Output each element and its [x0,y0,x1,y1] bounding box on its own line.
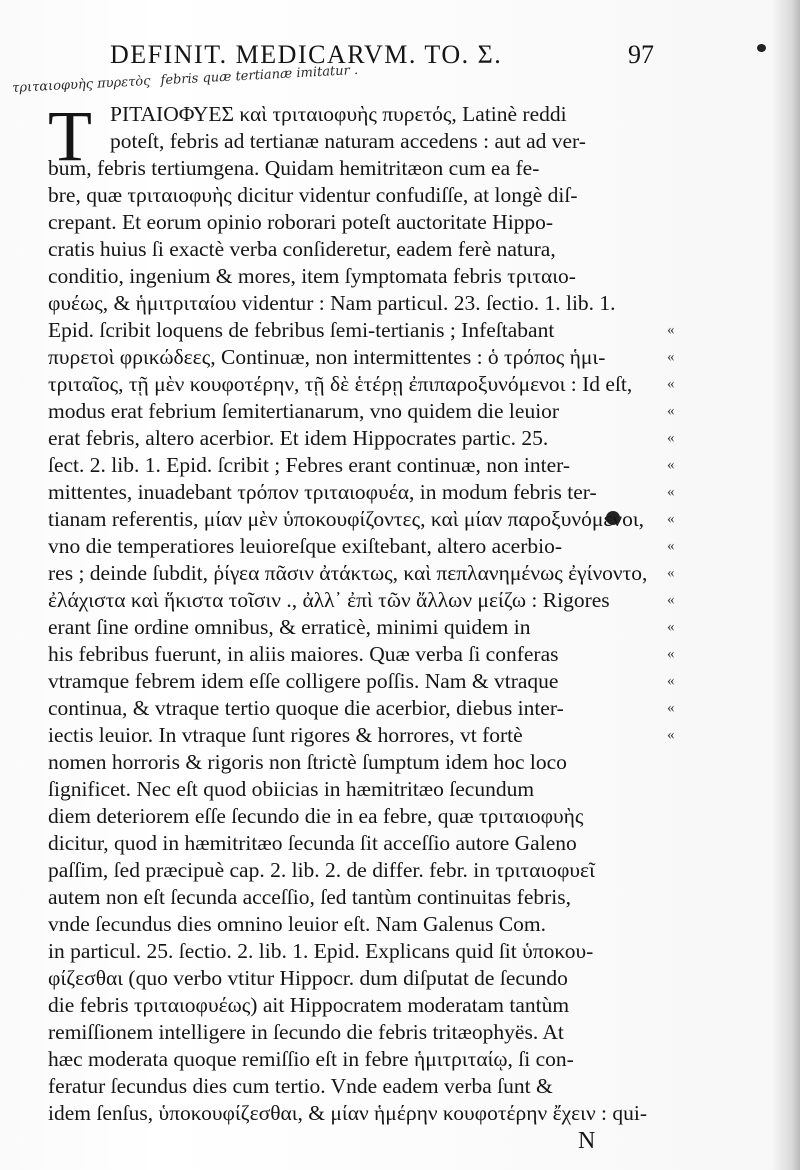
text-line: erat febris, altero acerbior. Et idem Hippocrates partic. 25. [48,426,549,450]
quote-mark: « [667,349,675,365]
text-line: continua, & vtraque tertio quoque die acerbior, diebus inter- [48,696,564,720]
text-line: ἐλάχιστα καὶ ἥκιστα τοῖσιν ., ἀλλ᾽ ἐπὶ τῶν ἄλλων μείζω : Rigores [48,588,610,612]
text-line: res ; deinde ſubdit, ῥίγεα πᾶσιν ἀτάκτως, καὶ πεπλανημένως ἐγίνοντο, [48,561,648,585]
text-line: feratur ſecundus dies cum tertio. Vnde eadem verba ſunt & [48,1074,553,1098]
text-line: in particul. 25. ſectio. 2. lib. 1. Epid. Explicans quid ſit ὑποκου- [48,939,594,963]
text-line: idem ſenſus, ὑποκουφίζεσθαι, & μίαν ἡμέρην κουφοτέρην ἔχειν : qui- [48,1101,648,1125]
text-line: crepant. Et eorum opinio roborari poteſt auctoritate Hippo- [48,210,554,234]
quote-mark: « [667,700,675,716]
text-line: ſignificet. Nec eſt quod obiicias in hæmitritæo ſecundum [48,777,535,801]
body-text [48,96,678,1127]
text-line: hæc moderata quoque remiſſio eſt in febre ἡμιτριταίῳ, ſi con- [48,1047,574,1071]
quote-mark: « [667,673,675,689]
text-line: remiſſionem intelligere in ſecundo die febris tritæophyës. At [48,1020,564,1044]
quote-mark: « [667,646,675,662]
text-line: iectis leuior. In vtraque ſunt rigores & horrores, vt fortè [48,723,523,747]
text-line: bum, febris tertiumgena. Quidam hemitritæon cum ea fe- [48,156,540,180]
gutter-shadow [772,0,800,1170]
text-line: φίζεσθαι (quo verbo vtitur Hippocr. dum diſputat de ſecundo [48,966,568,990]
text-line: autem non eſt ſecunda acceſſio, ſed tantùm continuitas febris, [48,885,571,909]
text-line: conditio, ingenium & mores, item ſymptomata febris τριταιο- [48,264,576,288]
text-line: ſect. 2. lib. 1. Epid. ſcribit ; Febres erant continuæ, non inter- [48,453,571,477]
ink-speck [757,44,766,52]
text-line: mittentes, inuadebant τρόπον τριταιοφυέα, in modum febris ter- [48,480,597,504]
text-line: vno die temperatiores leuioreſque exiſtebant, altero acerbio- [48,534,562,558]
text-line: bre, quæ τριταιοφυὴς dicitur videntur confudiſſe, at longè diſ- [48,183,578,207]
quote-mark: « [667,619,675,635]
text-line: erant ſine ordine omnibus, & erraticè, minimi quidem in [48,615,531,639]
text-line: paſſim, ſed præcipuè cap. 2. lib. 2. de differ. febr. in τριταιοφυεῖ [48,858,595,882]
quote-mark: « [667,484,675,500]
text-line: modus erat febrium ſemitertianarum, vno quidem die leuior [48,399,560,423]
quote-marks-column [667,317,693,749]
text-line: τριταῖος, τῇ μὲν κουφοτέρην, τῇ δὲ ἑτέρῃ ἐπιπαροξυνόμενοι : Id eſt, [48,372,633,396]
page-number: 97 [628,40,654,69]
catchword: N [578,1128,596,1154]
margin-note-greek: τριταιοφυὴς πυρετὸς [11,73,151,97]
quote-mark: « [667,457,675,473]
quote-mark: « [667,727,675,743]
text-line: die febris τριταιοφυέως) ait Hippocratem moderatam tantùm [48,993,570,1017]
text-line: nomen horroris & rigoris non ſtrictè ſumptum idem hoc loco [48,750,567,774]
drop-cap: T [48,96,92,176]
text-line: πυρετοὶ φρικώδεες, Continuæ, non intermittentes : ὁ τρόπος ἡμι- [48,345,606,369]
text-line: vnde ſecundus dies omnino leuior eſt. Nam Galenus Com. [48,912,546,936]
text-line: dicitur, quod in hæmitritæo ſecunda ſit acceſſio autore Galeno [48,831,577,855]
margin-note-latin: febris quæ tertianæ imitatur . [160,62,359,89]
text-line: his febribus fuerunt, in aliis maiores. Quæ verba ſi conferas [48,642,559,666]
text-line: poteſt, febris ad tertianæ naturam accedens : aut ad ver- [110,129,586,153]
quote-mark: « [667,430,675,446]
quote-mark: « [667,538,675,554]
text-line: diem deteriorem eſſe ſecundo die in ea febre, quæ τριταιοφυὴς [48,804,584,828]
text-line: vtramque febrem idem eſſe colligere poſſis. Nam & vtraque [48,669,559,693]
running-head: DEFINIT. MEDICARVM. TO. Σ. [110,40,503,69]
quote-mark: « [667,565,675,581]
text-line: Epid. ſcribit loquens de febribus ſemi-tertianis ; Infeſtabant [48,318,555,342]
quote-mark: « [667,376,675,392]
quote-mark: « [667,403,675,419]
quote-mark: « [667,322,675,338]
text-line: φυέως, & ἡμιτριταίου videntur : Nam particul. 23. ſectio. 1. lib. 1. [48,291,616,315]
text-line: tianam referentis, μίαν μὲν ὑποκουφίζοντες, καὶ μίαν παροξυνόμενοι, [48,507,645,531]
quote-mark: « [667,592,675,608]
text-line: ΡΙΤΑΙΟΦΥΕΣ καὶ τριταιοφυὴς πυρετός, Latinè reddi [110,102,567,126]
quote-mark: « [667,511,675,527]
text-line: cratis huius ſi exactè verba conſideretur, eadem ferè natura, [48,237,556,261]
